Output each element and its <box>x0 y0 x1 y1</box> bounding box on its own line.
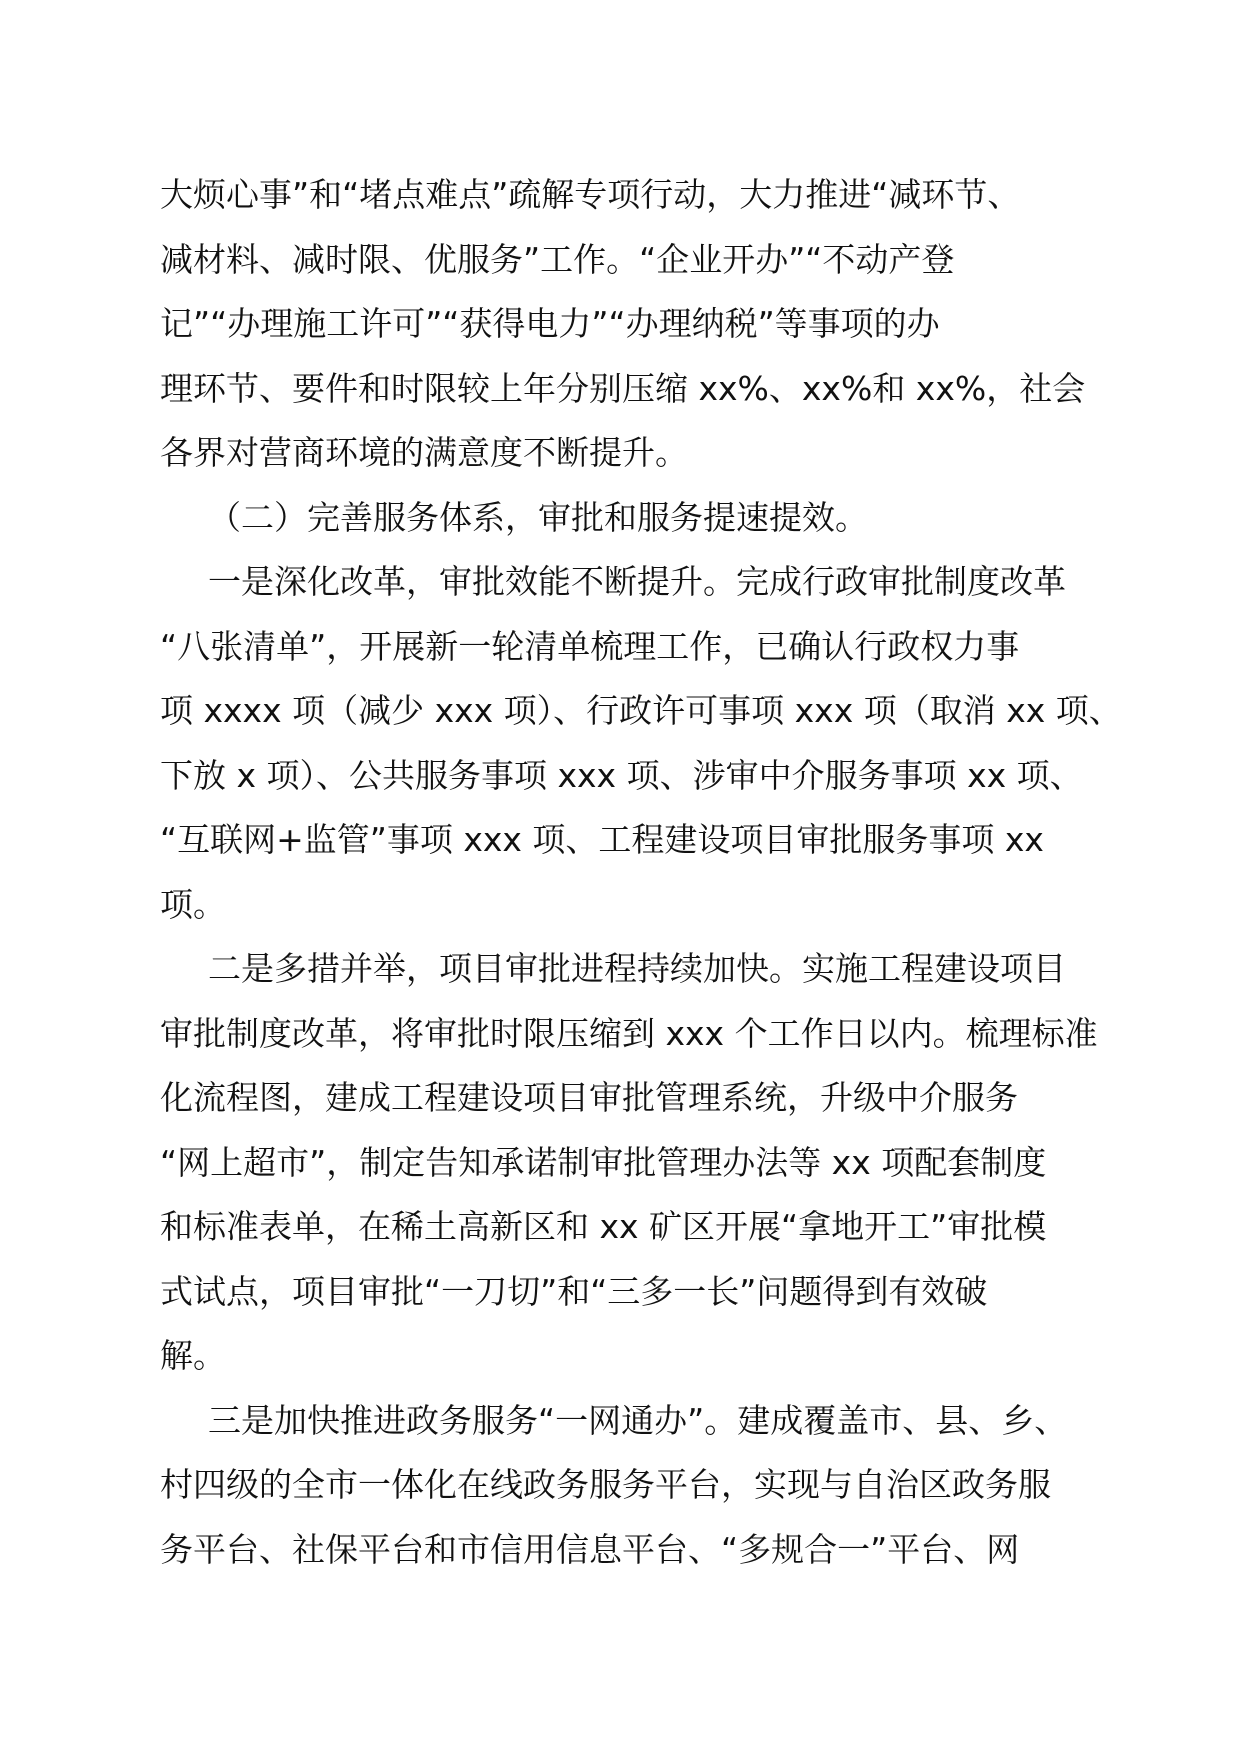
text-line-12: 项。 <box>160 884 226 924</box>
text-line-1: 大烦心事”和“堵点难点”疏解专项行动，大力推进“减环节、 <box>160 175 1021 214</box>
text-line-4: 理环节、要件和时限较上年分别压缩 xx%、xx%和 xx%，社会 <box>160 368 1086 408</box>
text-line-21: 村四级的全市一体化在线政务服务平台，实现与自治区政务服 <box>160 1465 1051 1504</box>
text-line-19: 解。 <box>160 1336 226 1375</box>
text-line-2: 减材料、减时限、优服务”工作。“企业开办”“不动产登 <box>160 239 955 279</box>
text-line-9: 项 xxxx 项（减少 xxx 项）、行政许可事项 xxx 项（取消 xx 项、 <box>160 691 1122 730</box>
text-line-15: 化流程图，建成工程建设项目审批管理系统，升级中介服务 <box>160 1078 1018 1117</box>
document-body <box>160 163 1122 1582</box>
text-line-20: 三是加快推进政务服务“一网通办”。建成覆盖市、县、乡、 <box>208 1400 1068 1440</box>
text-line-3: 记”“办理施工许可”“获得电力”“办理纳税”等事项的办 <box>160 304 940 343</box>
section-heading: （二）完善服务体系，审批和服务提速提效。 <box>208 497 868 537</box>
text-line-16: “网上超市”，制定告知承诺制审批管理办法等 xx 项配套制度 <box>160 1142 1047 1182</box>
text-line-7: 一是深化改革，审批效能不断提升。完成行政审批制度改革 <box>208 562 1066 601</box>
text-line-8: “八张清单”，开展新一轮清单梳理工作，已确认行政权力事 <box>160 626 1020 666</box>
text-line-10: 下放 x 项）、公共服务事项 xxx 项、涉审中介服务事项 xx 项、 <box>160 755 1083 795</box>
text-line-17: 和标准表单，在稀土高新区和 xx 矿区开展“拿地开工”审批模 <box>160 1207 1047 1246</box>
text-line-18: 式试点，项目审批“一刀切”和“三多一长”问题得到有效破 <box>160 1271 988 1311</box>
text-line-11: “互联网+监管”事项 xxx 项、工程建设项目审批服务事项 xx <box>160 820 1044 859</box>
text-line-5: 各界对营商环境的满意度不断提升。 <box>160 433 688 472</box>
text-line-13: 二是多措并举，项目审批进程持续加快。实施工程建设项目 <box>208 949 1066 988</box>
text-line-14: 审批制度改革，将审批时限压缩到 xxx 个工作日以内。梳理标准 <box>160 1013 1098 1053</box>
text-line-22: 务平台、社保平台和市信用信息平台、“多规合一”平台、网 <box>160 1529 1020 1569</box>
